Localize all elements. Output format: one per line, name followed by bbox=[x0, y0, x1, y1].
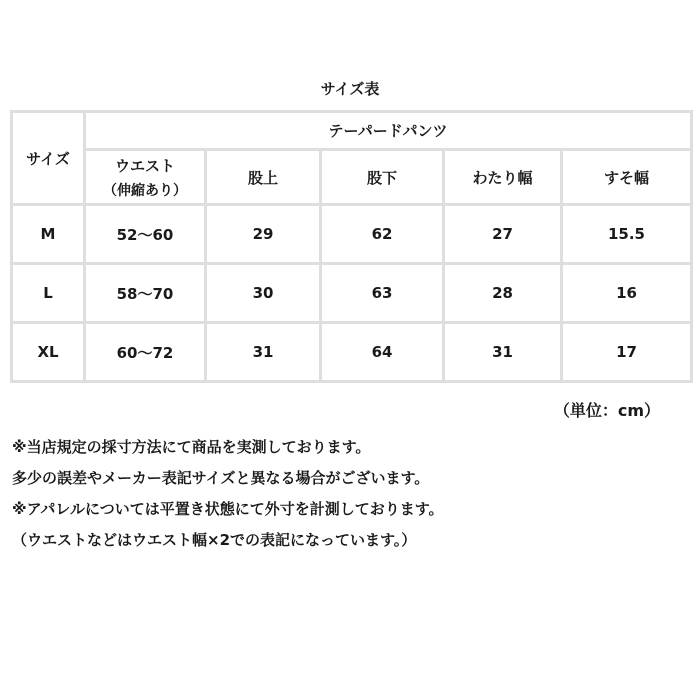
column-header-label: ウエスト bbox=[114, 156, 175, 175]
unit-label: （単位：cm） bbox=[553, 401, 660, 420]
table-cell: 58〜70 bbox=[85, 264, 206, 323]
table-cell: 60〜72 bbox=[85, 323, 206, 382]
table-cell: 63 bbox=[321, 264, 444, 323]
column-header-hem-width: すそ幅 bbox=[562, 150, 692, 205]
table-cell: 16 bbox=[562, 264, 692, 323]
column-header-waist bbox=[85, 150, 206, 205]
column-header-row bbox=[12, 150, 692, 205]
table-row bbox=[12, 205, 692, 264]
notes bbox=[12, 432, 444, 556]
size-table bbox=[10, 110, 693, 383]
table-row bbox=[12, 323, 692, 382]
table-cell: 31 bbox=[206, 323, 321, 382]
note-line: ※当店規定の採寸方法にて商品を実測しております。 bbox=[12, 438, 371, 456]
table-cell: 28 bbox=[444, 264, 562, 323]
note-line: ※アパレルについては平置き状態にて外寸を計測しております。 bbox=[12, 500, 444, 518]
table-cell: 31 bbox=[444, 323, 562, 382]
product-name-header: テーパードパンツ bbox=[85, 112, 692, 150]
note-line: 多少の誤差やメーカー表記サイズと異なる場合がございます。 bbox=[12, 469, 430, 487]
column-header-inseam: 股下 bbox=[321, 150, 444, 205]
table-cell: 15.5 bbox=[562, 205, 692, 264]
size-label: L bbox=[12, 264, 85, 323]
table-cell: 29 bbox=[206, 205, 321, 264]
column-header-thigh-width: わたり幅 bbox=[444, 150, 562, 205]
table-cell: 52〜60 bbox=[85, 205, 206, 264]
table-cell: 17 bbox=[562, 323, 692, 382]
table-row bbox=[12, 264, 692, 323]
table-cell: 64 bbox=[321, 323, 444, 382]
table-cell: 30 bbox=[206, 264, 321, 323]
table-cell: 62 bbox=[321, 205, 444, 264]
column-header-sublabel: （伸縮あり） bbox=[103, 182, 187, 199]
table-header-row bbox=[12, 112, 692, 150]
size-label: XL bbox=[12, 323, 85, 382]
note-line: （ウエストなどはウエスト幅×2での表記になっています。） bbox=[12, 531, 417, 549]
size-column-header: サイズ bbox=[12, 112, 85, 205]
page-title: サイズ表 bbox=[320, 80, 380, 98]
size-label: M bbox=[12, 205, 85, 264]
column-header-rise: 股上 bbox=[206, 150, 321, 205]
table-cell: 27 bbox=[444, 205, 562, 264]
